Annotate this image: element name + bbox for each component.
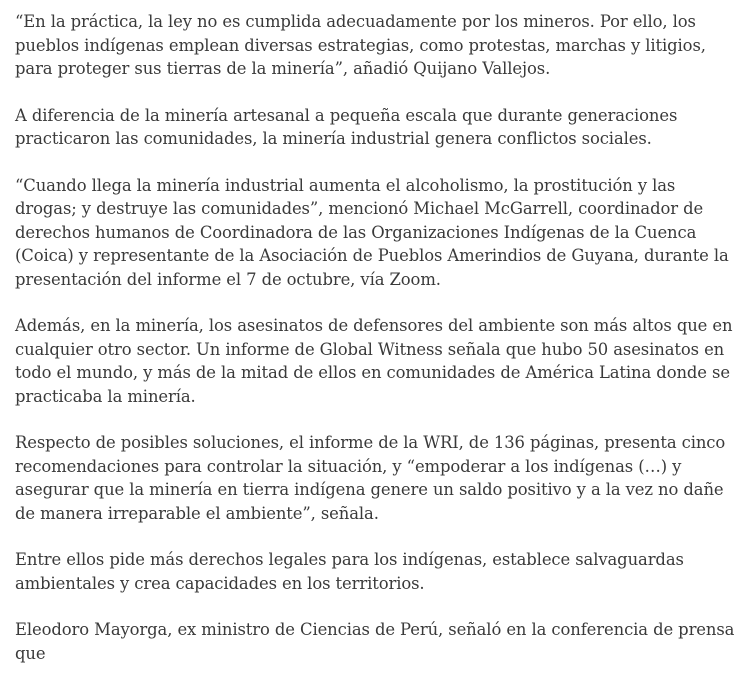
- article-body: [15, 10, 740, 688]
- article-paragraph: A diferencia de la minería artesanal a pequeña escala que durante generaciones practicaron las comunidades, la minería industrial genera conflictos sociales.: [15, 105, 678, 148]
- article-paragraph: Eleodoro Mayorga, ex ministro de Ciencias de Perú, señaló en la conferencia de prensa que: [15, 620, 735, 663]
- article-paragraph: Entre ellos pide más derechos legales para los indígenas, establece salvaguardas ambientales y crea capacidades en los territorios.: [15, 550, 684, 593]
- article-paragraph: Además, en la minería, los asesinatos de defensores del ambiente son más altos que en cualquier otro sector. Un informe de Global Witness señala que hubo 50 asesinatos en todo el mundo, y más de la mitad de ellos en comunidades de América Latina donde se practicaba la minería.: [15, 316, 733, 406]
- article-paragraph: “En la práctica, la ley no es cumplida adecuadamente por los mineros. Por ello, los pueblos indígenas emplean diversas estrategias, como protestas, marchas y litigios, para proteger sus tierras de la minería”, añadió Quijano Vallejos.: [15, 12, 706, 78]
- article-paragraph: Respecto de posibles soluciones, el informe de la WRI, de 136 páginas, presenta cinco recomendaciones para controlar la situación, y “empoderar a los indígenas (…) y asegurar que la minería en tierra indígena genere un saldo positivo y a la vez no dañe de manera irreparable el ambiente”, señala.: [15, 433, 726, 523]
- article-paragraph: “Cuando llega la minería industrial aumenta el alcoholismo, la prostitución y las drogas; y destruye las comunidades”, mencionó Michael McGarrell, coordinador de derechos humanos de Coordinadora de las Organizaciones Indígenas de la Cuenca (Coica) y representante de la Asociación de Pueblos Amerindios de Guyana, durante la presentación del informe el 7 de octubre, vía Zoom.: [15, 175, 729, 289]
